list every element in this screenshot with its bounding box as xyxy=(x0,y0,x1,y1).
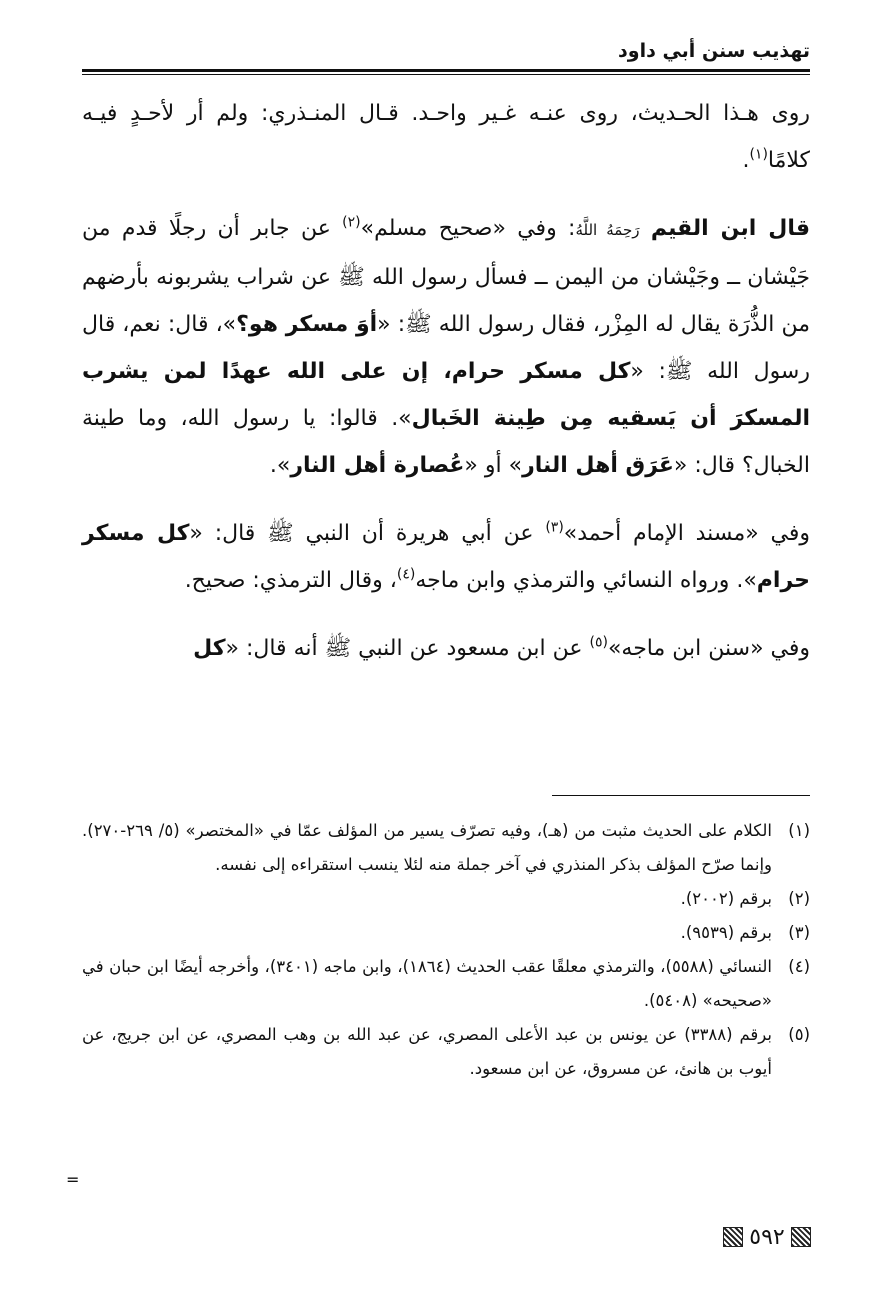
footnote-number: (٥) xyxy=(788,1025,810,1044)
footnote-text: النسائي (٥٥٨٨)، والترمذي معلقًا عقب الحديث (١٨٦٤)، وابن ماجه (٣٤٠١)، وأخرجه أيضًا ابن حبان في «صحيحه» (٥٤٠٨). xyxy=(82,957,772,1010)
footnote-ref-5[interactable]: (٥) xyxy=(589,634,608,651)
footnote-number: (١) xyxy=(788,821,810,840)
main-text xyxy=(82,90,810,693)
paragraph-2-text-c: »، قال: نعم، قال رسول الله ﷺ: « xyxy=(82,312,810,384)
paragraph-3 xyxy=(82,510,810,604)
paragraph-2-text-e: » أو « xyxy=(464,453,523,478)
running-header xyxy=(82,36,810,74)
header-rule-thin xyxy=(82,74,810,75)
speaker-label: قال ابن القيم xyxy=(650,216,810,241)
header-rule-thick xyxy=(82,69,810,72)
footnote-number: (٣) xyxy=(788,923,810,942)
honorific-glyph: رَحِمَهُ اللَّهُ xyxy=(575,221,640,239)
footnote-5 xyxy=(82,1018,810,1086)
page-number-block xyxy=(712,1222,822,1252)
paragraph-2 xyxy=(82,205,810,489)
footnote-number: (٤) xyxy=(788,957,810,976)
footnote-ref-4[interactable]: (٤) xyxy=(396,566,416,583)
paragraph-4-text-a: وفي «سنن ابن ماجه» xyxy=(607,636,810,661)
paragraph-4-text-b: عن ابن مسعود عن النبي ﷺ أنه قال: « xyxy=(225,636,590,661)
footnote-text: برقم (٢٠٠٢). xyxy=(680,889,772,908)
footnote-1 xyxy=(82,814,810,882)
paragraph-2-text-a: : وفي «صحيح مسلم» xyxy=(360,216,576,241)
footnote-ref-1[interactable]: (١) xyxy=(749,146,768,163)
hadith-quote-4: عُصارة أهل النار xyxy=(290,453,465,478)
footnote-text: برقم (٣٣٨٨) عن يونس بن عبد الأعلى المصري، عن عبد الله بن وهب المصري، عن ابن جريج، عن أيوب بن هانئ، عن مسروق، عن ابن مسعود. xyxy=(82,1025,773,1078)
hadith-quote-6: كل xyxy=(193,636,226,661)
hadith-quote-2: كل مسكر حرام، إن على الله عهدًا لمن يشرب المسكرَ أن يَسقيه مِن طِينة الخَبال xyxy=(82,359,811,431)
footnote-divider xyxy=(552,795,810,796)
footnote-4 xyxy=(82,950,810,1018)
ornament-icon xyxy=(791,1227,811,1247)
ornament-icon xyxy=(723,1227,743,1247)
footnote-text: الكلام على الحديث مثبت من (هـ)، وفيه تصرّف يسير من المؤلف عمّا في «المختصر» (٥/ ٢٦٩-٢٧٠). وإنما صرّح المؤلف بذكر المنذري في آخر جملة منه لئلا ينسب استقراءه إلى نفسه. xyxy=(82,821,772,874)
footnote-ref-2[interactable]: (٢) xyxy=(342,214,361,231)
hadith-quote-1: أوَ مسكر هو؟ xyxy=(236,312,378,337)
page-number: ٥٩٢ xyxy=(749,1224,785,1250)
paragraph-1-text: روى هـذا الحـديث، روى عنـه غـير واحـد. قـال المنـذري: ولم أر لأحـدٍ فيـه كلامًا xyxy=(82,101,810,173)
footnotes xyxy=(82,814,810,1086)
paragraph-4 xyxy=(82,625,810,672)
footnote-ref-3[interactable]: (٣) xyxy=(545,519,564,536)
footnote-3 xyxy=(82,916,810,950)
paragraph-1 xyxy=(82,90,810,184)
footnote-2 xyxy=(82,882,810,916)
paragraph-3-text-b: عن أبي هريرة أن النبي ﷺ قال: « xyxy=(189,521,546,546)
paragraph-3-text-a: وفي «مسند الإمام أحمد» xyxy=(563,521,810,546)
paragraph-1-end: . xyxy=(742,148,750,173)
hadith-quote-5: كل مسكر حرام xyxy=(82,521,810,593)
paragraph-2-text-b: عن جابر أن رجلًا قدم من جَيْشان ــ وجَيْشان من اليمن ــ فسأل رسول الله ﷺ عن شراب يشربونه بأرضهم من الذُّرَة يقال له المِزْر، فقال رسول الله ﷺ: « xyxy=(82,216,810,337)
paragraph-3-text-c: ». ورواه النسائي والترمذي وابن ماجه xyxy=(415,568,757,593)
footnote-text: برقم (٩٥٣٩). xyxy=(680,923,772,942)
paragraph-2-text-f: ». xyxy=(269,453,291,478)
continuation-mark: = xyxy=(66,1170,80,1189)
paragraph-2-text-d: ». قالوا: يا رسول الله، وما طينة الخبال؟ قال: « xyxy=(82,406,810,478)
paragraph-3-text-d: ، وقال الترمذي: صحيح. xyxy=(184,568,397,593)
hadith-quote-3: عَرَق أهل النار xyxy=(522,453,674,478)
footnote-number: (٢) xyxy=(788,889,810,908)
book-title: تهذيب سنن أبي داود xyxy=(618,40,810,62)
